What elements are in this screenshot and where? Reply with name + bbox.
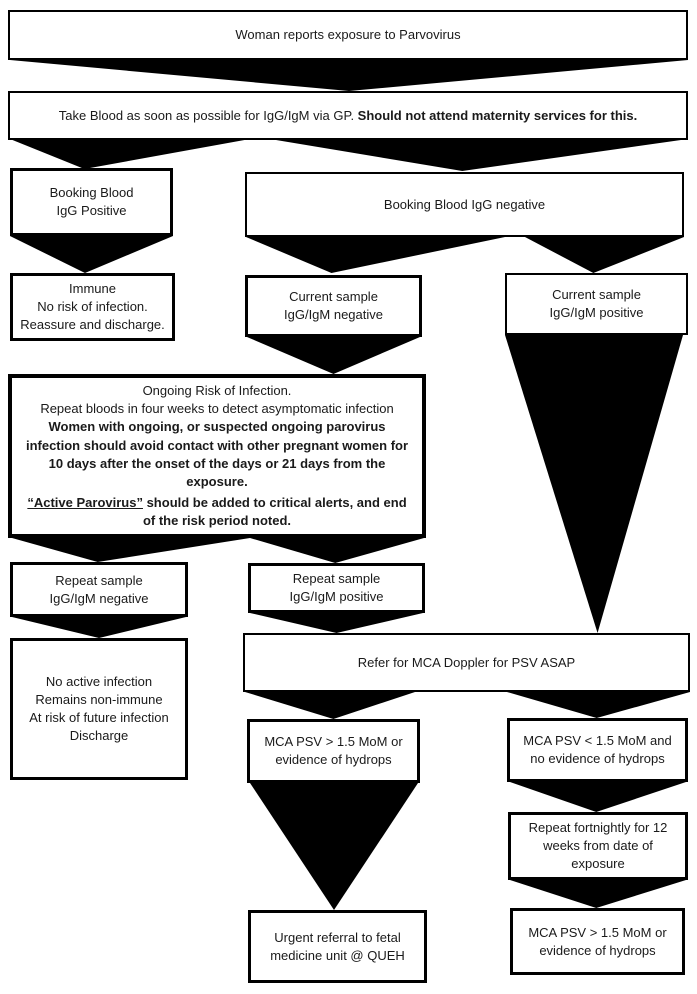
node-text-normal: Take Blood as soon as possible for IgG/IgM via GP. (58, 107, 358, 123)
down-arrow (525, 237, 684, 273)
down-arrow (12, 617, 186, 638)
node-immune-discharge (10, 273, 175, 341)
node-text: medicine unit @ QUEH (270, 947, 405, 963)
node-repeat-fortnightly (508, 812, 688, 880)
node-refer-mca-doppler (243, 633, 690, 692)
node-booking-blood-igg-negative (245, 172, 684, 237)
node-text: MCA PSV > 1.5 MoM or (264, 734, 403, 750)
long-down-arrow (505, 335, 683, 633)
node-booking-blood-igg-positive (10, 168, 173, 236)
down-arrow (250, 538, 424, 563)
down-arrow (10, 60, 688, 91)
node-text: Repeat sample (292, 571, 381, 587)
node-text: IgG/IgM negative (284, 307, 383, 322)
node-text: At risk of future infection (29, 710, 169, 725)
node-text (59, 107, 637, 125)
node-take-blood (8, 91, 688, 140)
node-text: Current sample (289, 289, 378, 305)
down-arrow (510, 782, 686, 812)
down-arrow (10, 139, 250, 169)
node-text: Remains non-immune (35, 692, 163, 708)
node-repeat-sample-negative (10, 562, 188, 617)
node-woman-reports-exposure (8, 10, 688, 60)
node-ongoing-risk (8, 374, 426, 538)
node-text: weeks from date of (543, 838, 653, 854)
node-text: Reassure and discharge. (20, 316, 165, 332)
node-text: No active infection (45, 674, 153, 690)
node-current-sample-negative (245, 275, 422, 337)
down-arrow (270, 139, 688, 171)
down-arrow (10, 236, 173, 273)
node-text-bold: Women with ongoing, or suspected ongoing parovirus infection should avoid contact with other pregnant women for 10 days after the onset of the days or 21 days from the exposure. (25, 419, 409, 489)
node-text: Repeat bloods in four weeks to detect asymptomatic infection (40, 401, 394, 417)
node-text: Urgent referral to fetal (274, 929, 401, 945)
down-arrow (247, 337, 420, 374)
down-arrow (510, 880, 686, 908)
down-arrow (250, 613, 423, 633)
node-text: Repeat fortnightly for 12 (528, 820, 668, 836)
node-text: No risk of infection. (37, 299, 148, 315)
node-text-bold: Should not attend maternity services for this. (357, 107, 638, 123)
node-text: IgG/IgM negative (49, 590, 149, 606)
down-arrow (245, 692, 415, 719)
down-arrow (246, 237, 505, 273)
node-text: IgG Positive (56, 203, 127, 218)
node-text: Refer for MCA Doppler for PSV ASAP (357, 654, 576, 670)
node-text: evidence of hydrops (539, 942, 656, 958)
node-text: exposure (571, 855, 625, 871)
node-text: Woman reports exposure to Parvovirus (235, 27, 461, 43)
node-text-underlined: “Active Parovirus” (27, 494, 143, 510)
node-text: Booking Blood (49, 185, 134, 201)
node-text: Discharge (69, 727, 129, 743)
node-text: IgG/IgM positive (549, 305, 644, 320)
node-psv-high-repeat (510, 908, 685, 975)
node-text: MCA PSV > 1.5 MoM or (528, 924, 667, 940)
node-no-active-infection (10, 638, 188, 780)
down-arrow (12, 538, 250, 562)
node-text: Repeat sample (55, 572, 143, 588)
node-psv-low (507, 718, 688, 782)
down-arrow (507, 692, 690, 718)
node-psv-high (247, 719, 420, 783)
node-text: evidence of hydrops (275, 752, 392, 767)
node-repeat-sample-positive (248, 563, 425, 613)
node-text: Ongoing Risk of Infection. (142, 383, 292, 398)
node-text: Current sample (552, 287, 641, 303)
node-text: Booking Blood IgG negative (383, 196, 546, 212)
node-text: MCA PSV < 1.5 MoM and (523, 733, 672, 749)
node-text: no evidence of hydrops (530, 751, 665, 766)
node-urgent-referral (248, 910, 427, 983)
node-text-alert (20, 494, 414, 530)
long-down-arrow (250, 783, 418, 910)
node-text: Immune (69, 281, 116, 297)
node-text-rest: should be added to critical alerts, and end of the risk period noted. (142, 494, 407, 528)
node-current-sample-positive (505, 273, 688, 335)
node-text: IgG/IgM positive (289, 589, 384, 604)
